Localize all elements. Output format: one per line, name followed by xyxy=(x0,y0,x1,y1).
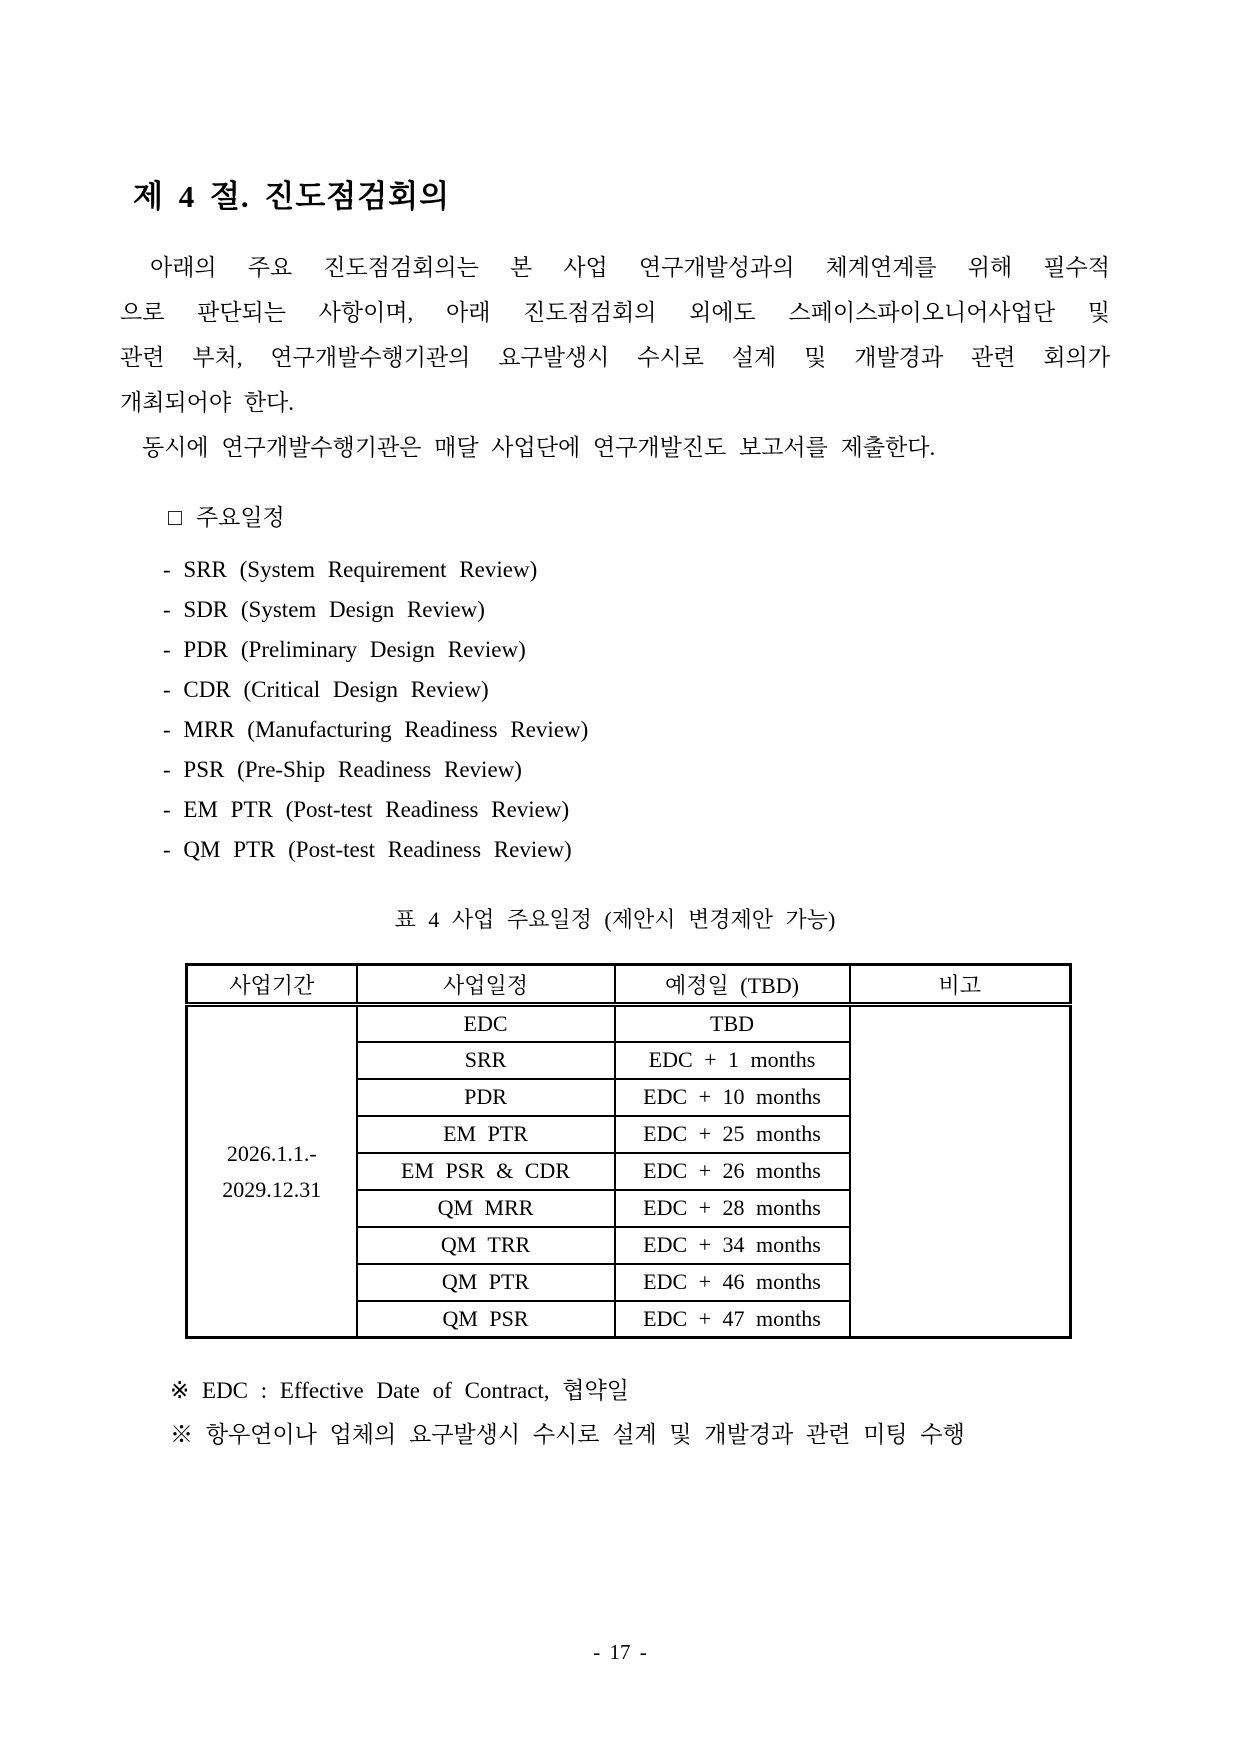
date-cell: EDC + 46 months xyxy=(615,1264,850,1301)
date-cell: EDC + 26 months xyxy=(615,1153,850,1190)
list-item: - EM PTR (Post-test Readiness Review) xyxy=(163,797,570,822)
paragraph-line: 아래의 주요 진도점검회의는 본 사업 연구개발성과의 체계연계를 위해 필수적 xyxy=(150,255,1110,280)
date-cell: EDC + 25 months xyxy=(615,1116,850,1153)
date-cell: EDC + 34 months xyxy=(615,1227,850,1264)
schedule-table xyxy=(185,963,1072,1339)
page-number: - 17 - xyxy=(593,1640,647,1664)
date-cell: EDC + 10 months xyxy=(615,1079,850,1116)
list-item: - QM PTR (Post-test Readiness Review) xyxy=(163,837,572,862)
period-line: 2026.1.1.- xyxy=(226,1140,317,1166)
period-line: 2029.12.31 xyxy=(222,1176,322,1202)
paragraph-line: 관련 부처, 연구개발수행기관의 요구발생시 수시로 설계 및 개발경과 관련 회의가 xyxy=(120,345,1110,370)
schedule-cell: EM PSR & CDR xyxy=(357,1153,615,1190)
list-item: - PDR (Preliminary Design Review) xyxy=(163,637,526,662)
schedule-cell: QM PTR xyxy=(357,1264,615,1301)
list-item: - MRR (Manufacturing Readiness Review) xyxy=(163,717,589,742)
date-cell: TBD xyxy=(615,1005,850,1042)
schedule-cell: QM PSR xyxy=(357,1301,615,1338)
header-row xyxy=(187,965,1071,1005)
remark-cell xyxy=(850,1005,1071,1338)
paragraph-line: 동시에 연구개발수행기관은 매달 사업단에 연구개발진도 보고서를 제출한다. xyxy=(142,435,936,460)
schedule-cell: EM PTR xyxy=(357,1116,615,1153)
list-item: - SDR (System Design Review) xyxy=(163,597,485,622)
paragraph-line: 으로 판단되는 사항이며, 아래 진도점검회의 외에도 스페이스파이오니어사업단 및 xyxy=(120,300,1110,325)
footnote-meeting: ※ 항우연이나 업체의 요구발생시 수시로 설계 및 개발경과 관련 미팅 수행 xyxy=(170,1422,965,1447)
schedule-cell: EDC xyxy=(357,1005,615,1042)
paragraph-line: 개최되어야 한다. xyxy=(120,390,295,415)
list-item: - PSR (Pre-Ship Readiness Review) xyxy=(163,757,522,782)
column-header-period: 사업기간 xyxy=(187,965,357,1005)
list-item: - CDR (Critical Design Review) xyxy=(163,677,489,702)
footnote-edc: ※ EDC : Effective Date of Contract, 협약일 xyxy=(170,1378,629,1403)
square-bullet-icon: □ xyxy=(168,505,182,530)
schedule-cell: PDR xyxy=(357,1079,615,1116)
project-period-cell xyxy=(187,1005,357,1338)
body-paragraph-1 xyxy=(120,245,1110,425)
section-title: 제 4 절. 진도점검회의 xyxy=(133,179,451,214)
date-cell: EDC + 47 months xyxy=(615,1301,850,1338)
milestones-heading xyxy=(168,498,1110,538)
schedule-cell: SRR xyxy=(357,1042,615,1079)
table-caption: 표 4 사업 주요일정 (제안시 변경제안 가능) xyxy=(394,907,836,932)
milestone-list xyxy=(120,550,1110,870)
schedule-cell: QM TRR xyxy=(357,1227,615,1264)
schedule-cell: QM MRR xyxy=(357,1190,615,1227)
body-paragraph-2 xyxy=(120,425,1110,470)
milestones-heading-label: 주요일정 xyxy=(195,505,285,530)
column-header-date: 예정일 (TBD) xyxy=(615,965,850,1005)
column-header-schedule: 사업일정 xyxy=(357,965,615,1005)
date-cell: EDC + 1 months xyxy=(615,1042,850,1079)
table-row xyxy=(187,1005,1071,1042)
list-item: - SRR (System Requirement Review) xyxy=(163,557,538,582)
column-header-remark: 비고 xyxy=(850,965,1071,1005)
date-cell: EDC + 28 months xyxy=(615,1190,850,1227)
